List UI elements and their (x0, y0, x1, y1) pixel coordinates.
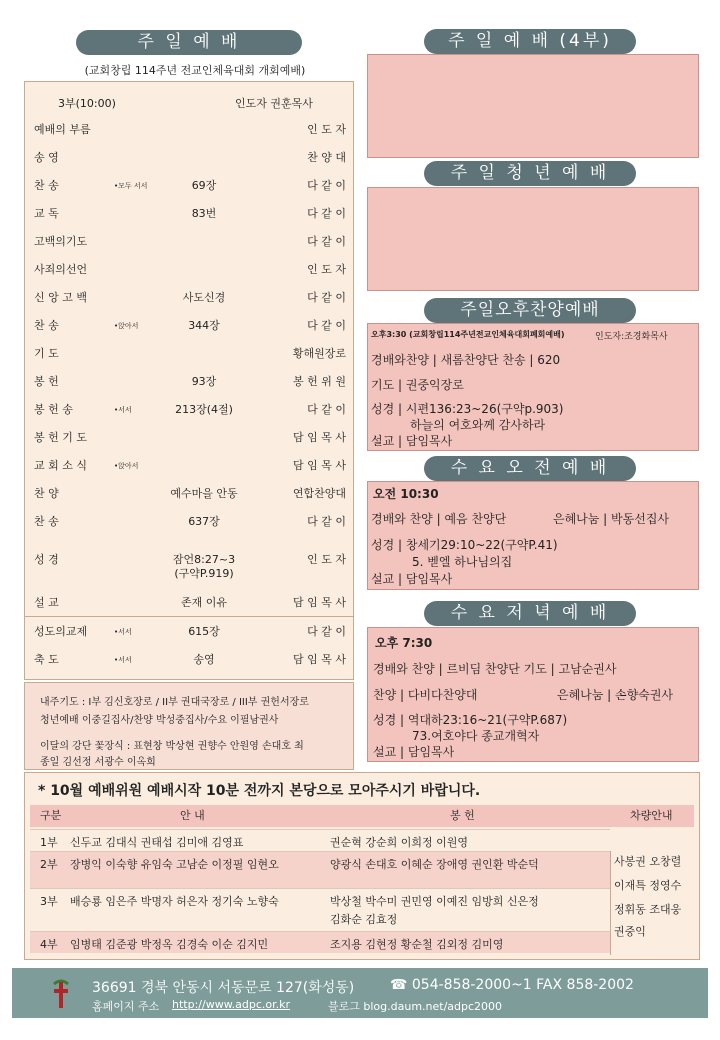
order-row (34, 150, 346, 166)
order-row (34, 624, 346, 640)
wed-morning-line: 성경 | 창세기29:10~22(구약P.41) (371, 538, 558, 552)
church-cross-icon (50, 976, 72, 1010)
order-row (34, 318, 346, 334)
praise-line: 설교 | 담임목사 (371, 434, 453, 448)
order-content: 송영 (193, 653, 215, 666)
duty-guide: 배승룡 임은주 박명자 허은자 정기숙 노향숙 (70, 895, 279, 908)
driver-name: 이재특 정영수 (614, 879, 682, 892)
order-who: 연합찬양대 (292, 487, 346, 500)
order-who: 다 같 이 (307, 291, 346, 304)
order-content: 69장 (191, 179, 217, 192)
wed-morning-line: 은혜나눔 | 박동선집사 (553, 512, 670, 526)
order-item: 찬 송 (34, 515, 59, 528)
order-row (34, 595, 346, 611)
order-item: 찬 송 (34, 319, 59, 332)
order-note: •앉아서 (114, 322, 139, 330)
order-row (34, 458, 346, 474)
praise-line: 경배와찬양 | 새롬찬양단 찬송 | 620 (371, 353, 561, 367)
order-row (34, 402, 346, 418)
order-note: •앉아서 (114, 462, 139, 470)
duty-offering: 조지용 김현정 황순철 김외정 김미영 (330, 938, 504, 951)
wed-evening-line: 은혜나눔 | 손향숙권사 (557, 688, 674, 702)
order-who: 다 같 이 (307, 207, 346, 220)
order-who: 봉 헌 위 원 (293, 375, 346, 388)
duty-part: 3부 (40, 895, 58, 908)
order-row (34, 552, 346, 580)
order-row (34, 122, 346, 138)
praise-line: 기도 | 권중익장로 (371, 378, 464, 392)
order-who: 다 같 이 (307, 179, 346, 192)
order-note: •모두 서서 (114, 182, 148, 190)
order-row (34, 374, 346, 390)
order-note: •서서 (114, 406, 132, 414)
duty-part: 2부 (40, 858, 58, 871)
order-who: 황해원장로 (292, 347, 346, 360)
duty-part: 1부 (40, 836, 58, 849)
duty-guide: 장병익 이숙향 유임숙 고남순 이정필 임현오 (70, 858, 279, 871)
wed-morning-line: 설교 | 담임목사 (371, 572, 453, 586)
order-item: 사죄의선언 (34, 263, 88, 276)
homepage-link[interactable]: http://www.adpc.or.kr (172, 998, 291, 1011)
order-who: 다 같 이 (307, 319, 346, 332)
wed-evening-line: 73.여호야다 종교개혁자 (412, 729, 540, 743)
wed-evening-line: 성경 | 역대하23:16~21(구약P.687) (373, 713, 568, 727)
duty-part: 4부 (40, 938, 58, 951)
order-content: 83번 (191, 207, 217, 220)
order-row (34, 234, 346, 250)
order-note: •서서 (114, 628, 132, 636)
order-row (34, 206, 346, 222)
order-who: 다 같 이 (307, 235, 346, 248)
order-content: 93장 (191, 375, 217, 388)
afternoon-praise-title: 주일오후찬양예배 (424, 298, 636, 323)
order-row (34, 486, 346, 502)
order-item: 신 앙 고 백 (34, 291, 87, 304)
wed-evening-title: 수 요 저 녁 예 배 (424, 601, 636, 626)
prayer-leaders: 내주기도 : I부 김신호장로 / II부 권대국장로 / III부 권헌서장로 (40, 697, 309, 708)
order-row (34, 514, 346, 530)
order-row (34, 430, 346, 446)
worship-subtitle: (교회창립 114주년 전교인체육대회 개회예배) (84, 64, 306, 77)
order-row (34, 178, 346, 194)
order-row (34, 290, 346, 306)
duty-row (30, 888, 610, 931)
duty-header: 봉 헌 (450, 809, 475, 822)
sunday-worship-title: 주 일 예 배 (76, 30, 302, 55)
order-who: 찬 양 대 (307, 151, 346, 164)
order-who: 다 같 이 (307, 403, 346, 416)
order-row (34, 346, 346, 362)
duty-header: 차량안내 (630, 809, 673, 822)
order-who: 담 임 목 사 (293, 431, 346, 444)
order-content: 344장 (188, 319, 220, 332)
order-item: 찬 송 (34, 179, 59, 192)
duty-offering: 박상철 박수미 권민영 이예진 임방희 신은정 (330, 895, 539, 908)
praise-leader: 인도자:조경화목사 (595, 332, 668, 342)
duty-guide: 임병태 김준광 박정옥 김경숙 이순 김지민 (70, 938, 269, 951)
duty-offering: 양광식 손대호 이혜순 장애영 권인환 박순덕 (330, 858, 539, 871)
order-item: 송 영 (34, 151, 59, 164)
flower-donors: 이달의 강단 꽃장식 : 표현창 박상현 권향수 안원영 손대호 최 (40, 741, 304, 752)
order-item: 교 독 (34, 207, 59, 220)
praise-header: 오후3:30 (교회창립114주년전교인체육대회폐회예배) (371, 330, 565, 339)
order-item: 설 교 (34, 596, 59, 609)
driver-name: 권중익 (614, 925, 646, 938)
divider (24, 616, 354, 617)
order-who: 담 임 목 사 (293, 653, 346, 666)
footer-phone: ☎ 054-858-2000~1 FAX 858-2002 (390, 977, 634, 993)
wed-evening-line: 경배와 찬양 | 르비딤 찬양단 기도 | 고남순권사 (373, 662, 617, 676)
duty-header-row (30, 805, 694, 827)
youth-worship-title: 주 일 청 년 예 배 (424, 161, 636, 186)
duty-row (30, 851, 610, 888)
sunday-4th-title: 주 일 예 배 (4부) (424, 29, 636, 54)
blog-link[interactable]: 블로그 blog.daum.net/adpc2000 (328, 1000, 503, 1013)
sunday-4th-box (367, 54, 699, 158)
praise-line: 성경 | 시편136:23~26(구약p.903) (371, 402, 564, 416)
order-who: 담 임 목 사 (293, 459, 346, 472)
wed-morning-time: 오전 10:30 (373, 487, 439, 501)
praise-line: 하늘의 여호와께 감사하라 (410, 418, 546, 432)
homepage-label: 홈페이지 주소 (92, 1000, 160, 1013)
driver-name: 사봉권 오창렬 (614, 855, 682, 868)
wed-evening-line: 설교 | 담임목사 (373, 745, 455, 759)
order-item: 예배의 부름 (34, 123, 91, 136)
order-item: 찬 양 (34, 487, 59, 500)
flower-donors-2: 종일 김선정 서광수 이옥희 (40, 757, 156, 768)
service-time: 3부(10:00) (58, 97, 116, 110)
order-content: 213장(4절) (175, 403, 233, 416)
service-leader: 인도자 권훈목사 (235, 97, 313, 110)
order-who: 담 임 목 사 (293, 596, 346, 609)
youth-worship-box (367, 187, 699, 291)
order-item: 성 경 (34, 553, 59, 566)
order-who: 인 도 자 (307, 123, 346, 136)
order-item: 고백의기도 (34, 235, 88, 248)
order-note: •서서 (114, 656, 132, 664)
wed-morning-title: 수 요 오 전 예 배 (424, 456, 636, 481)
order-item: 축 도 (34, 653, 59, 666)
order-item: 봉 헌 기 도 (34, 431, 87, 444)
order-who: 인 도 자 (307, 263, 346, 276)
order-content: 637장 (188, 515, 220, 528)
duty-offering: 권순혁 강순희 이희정 이원영 (330, 836, 469, 849)
order-content: 사도신경 (182, 291, 226, 304)
duty-row (30, 829, 610, 851)
order-row (34, 652, 346, 668)
duty-offering-2: 김화순 김효정 (330, 913, 398, 926)
driver-name: 정휘동 조대웅 (614, 903, 682, 916)
order-item: 봉 헌 (34, 375, 59, 388)
order-content: 잠언8:27~3 (172, 553, 236, 566)
duty-row (30, 931, 610, 953)
order-item: 기 도 (34, 347, 59, 360)
duty-header: 구분 (40, 809, 62, 822)
order-item: 성도의교제 (34, 625, 88, 638)
wed-morning-line: 경배와 찬양 | 예음 찬양단 (371, 512, 507, 526)
footer-address: 36691 경북 안동시 서동문로 127(화성동) (92, 980, 355, 996)
order-content: 615장 (188, 625, 220, 638)
order-who: 인 도 자 (307, 553, 346, 566)
duty-guide: 신두교 김대식 권태섭 김미애 김영표 (70, 836, 244, 849)
wed-evening-time: 오후 7:30 (375, 636, 433, 650)
prayer-leaders-2: 청년예배 이중길집사/찬양 박성중집사/수요 이필남권사 (40, 715, 279, 726)
duty-roster-title: * 10월 예배위원 예배시작 10분 전까지 본당으로 모아주시기 바랍니다. (38, 783, 481, 799)
order-item: 교 회 소 식 (34, 459, 87, 472)
duty-header: 안 내 (180, 809, 205, 822)
order-who: 다 같 이 (307, 625, 346, 638)
wed-morning-line: 5. 벧엘 하나님의집 (412, 555, 513, 569)
order-content: 예수마을 안동 (170, 487, 238, 500)
order-content-2: (구약P.919) (174, 567, 234, 580)
order-item: 봉 헌 송 (34, 403, 73, 416)
order-row (34, 262, 346, 278)
wed-evening-line: 찬양 | 다비다찬양대 (373, 688, 478, 702)
order-who: 다 같 이 (307, 515, 346, 528)
order-content: 존재 이유 (180, 596, 227, 609)
